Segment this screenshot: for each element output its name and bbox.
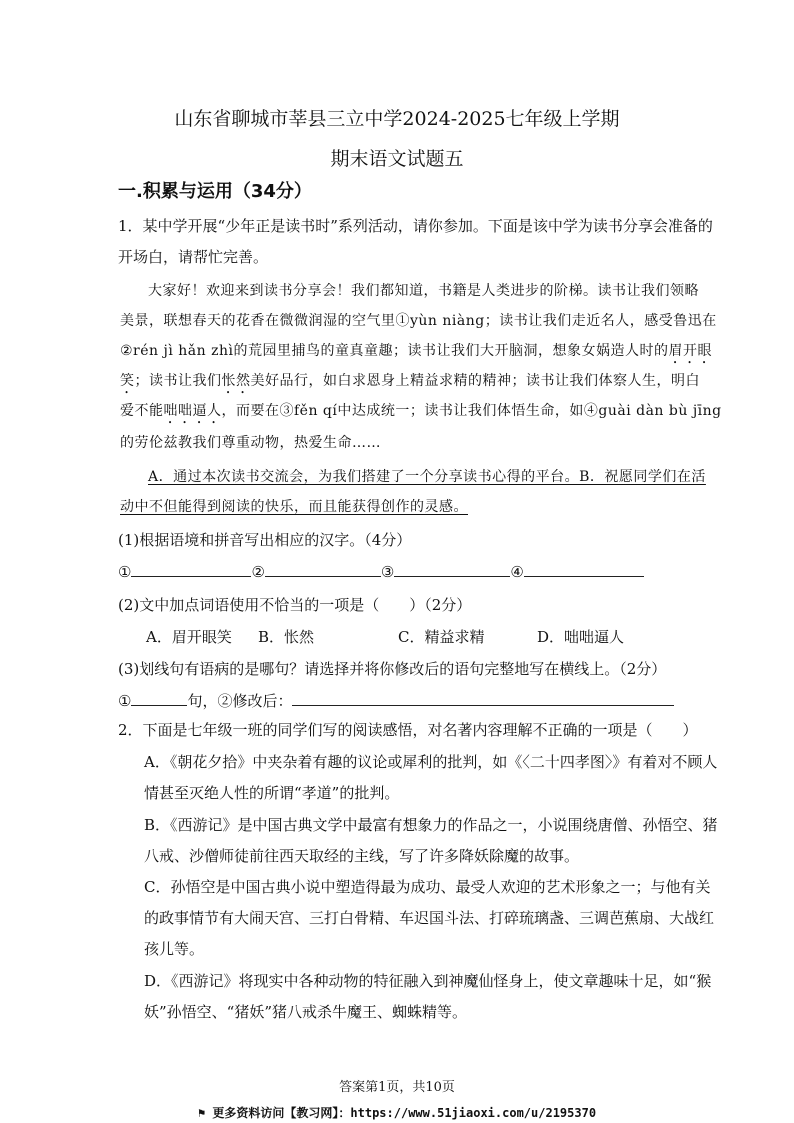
option-b[interactable]: B．怅然 bbox=[258, 628, 315, 646]
underlined-sentence-line2: 动中不但能得到阅读的快乐，而且能获得创作的灵感。 bbox=[120, 499, 468, 515]
sub3-marker: ① bbox=[118, 692, 132, 710]
answer-marker-1: ① bbox=[118, 563, 132, 581]
sub3-answer-row bbox=[118, 690, 674, 711]
q2-option-c-line2: 的政事情节有大闹天宫、三打白骨精、车迟国斗法、打碎琉璃盏、三调芭蕉扇、大战红 bbox=[144, 909, 715, 927]
sub3-text: 句，②修改后： bbox=[187, 692, 293, 710]
sub3-prompt: (3)划线句有语病的是哪句？请选择并将你修改后的语句完整地写在横线上。（2分） bbox=[118, 660, 667, 678]
q2-stem: 2．下面是七年级一班的同学们写的阅读感悟，对名著内容理解不正确的一项是（ ） bbox=[118, 721, 698, 739]
page-number: 答案第1页，共10页 bbox=[339, 1080, 455, 1095]
q2-option-a-line1: A．《朝花夕拾》中夹杂着有趣的议论或犀利的批判，如《〈二十四孝图〉》有着对不顾人 bbox=[144, 753, 718, 771]
dotted-word-xiao: 笑 bbox=[120, 373, 135, 389]
q1-stem-line1: 1．某中学开展“少年正是读书时”系列活动，请你参加。下面是该中学为读书分享会准备的 bbox=[118, 217, 713, 235]
q2-option-b-line1: B．《西游记》是中国古典文学中最富有想象力的作品之一，小说围绕唐僧、孙悟空、猪 bbox=[144, 816, 718, 834]
answer-blank-4[interactable] bbox=[524, 562, 644, 577]
dotted-word-duoduobiren: 咄咄逼人 bbox=[163, 403, 222, 419]
option-a[interactable]: A．眉开眼笑 bbox=[146, 628, 232, 646]
passage-text: 美好品行，如白求恩身上精益求精的精神；读书让我们体察人生，明白 bbox=[250, 373, 700, 389]
passage-text: 爱不能 bbox=[120, 403, 164, 419]
option-c[interactable]: C．精益求精 bbox=[398, 628, 485, 646]
sub1-prompt: (1)根据语境和拼音写出相应的汉字。（4分） bbox=[118, 531, 412, 549]
passage-line3 bbox=[120, 340, 712, 367]
exam-title-line1: 山东省聊城市莘县三立中学2024-2025七年级上学期 bbox=[174, 108, 620, 130]
answer-blank-3[interactable] bbox=[394, 562, 510, 577]
q2-option-a-line2: 情甚至灭绝人性的所谓“孝道”的批判。 bbox=[144, 784, 400, 802]
dotted-word-changran: 怅然 bbox=[221, 373, 251, 389]
passage-line5 bbox=[120, 400, 722, 427]
passage-text: ，而要在③fěn qí中达成统一；读书让我们体悟生命，如④guài dàn bù jīng bbox=[221, 403, 722, 419]
flag-icon: ⚑ bbox=[197, 1106, 213, 1120]
answer-marker-2: ② bbox=[251, 563, 265, 581]
q2-option-b-line2: 八戒、沙僧师徒前往西天取经的主线，写了许多降妖除魔的故事。 bbox=[144, 847, 580, 865]
answer-marker-3: ③ bbox=[380, 563, 395, 581]
q2-option-c-line3: 孩儿等。 bbox=[144, 940, 205, 958]
option-d[interactable]: D．咄咄逼人 bbox=[537, 628, 625, 646]
sub2-prompt: (2)文中加点词语使用不恰当的一项是（ ）（2分） bbox=[118, 596, 472, 614]
answer-blank-2[interactable] bbox=[265, 562, 381, 577]
q1-stem-line2: 开场白，请帮忙完善。 bbox=[118, 248, 269, 266]
answer-blank-1[interactable] bbox=[131, 562, 251, 577]
promo-text: 更多资料访问【教习网】：https://www.51jiaoxi.com/u/2195370 bbox=[212, 1106, 597, 1120]
dotted-word-meikaiyan: 眉开眼 bbox=[668, 343, 712, 359]
sub3-blank-revision[interactable] bbox=[292, 691, 674, 706]
q2-option-d-line2: 妖”孙悟空、“猪妖”猪八戒杀牛魔王、蜘蛛精等。 bbox=[144, 1003, 468, 1021]
sub1-answer-row bbox=[118, 562, 644, 581]
passage-line1: 大家好！欢迎来到读书分享会！我们都知道，书籍是人类进步的阶梯。读书让我们领略 bbox=[148, 283, 699, 299]
promo-link[interactable] bbox=[0, 1104, 794, 1121]
passage-line6: 的劳伦兹教我们尊重动物，热爱生命…… bbox=[120, 435, 381, 451]
passage-line2: 美景，联想春天的花香在微微润湿的空气里①yùn niàng；读书让我们走近名人，感受鲁迅在 bbox=[120, 313, 717, 329]
sub3-blank-choice[interactable] bbox=[131, 691, 187, 706]
passage-line4 bbox=[120, 370, 700, 397]
section-heading: 一.积累与运用（34分） bbox=[118, 181, 312, 202]
passage-text: ②rén jì hǎn zhì的荒园里捕鸟的童真童趣；读书让我们大开脑洞，想象女娲造人时的 bbox=[120, 343, 669, 359]
answer-marker-4: ④ bbox=[510, 563, 524, 581]
q2-option-c-line1: C．孙悟空是中国古典小说中塑造得最为成功、最受人欢迎的艺术形象之一；与他有关 bbox=[144, 878, 711, 896]
underlined-sentence-line1: A．通过本次读书交流会，为我们搭建了一个分享读书心得的平台。B．祝愿同学们在活 bbox=[148, 469, 706, 485]
exam-title-line2: 期末语文试题五 bbox=[330, 148, 464, 170]
passage-text: ；读书让我们 bbox=[134, 373, 222, 389]
q2-option-d-line1: D．《西游记》将现实中各种动物的特征融入到神魔仙怪身上，使文章趣味十足，如“猴 bbox=[144, 972, 712, 990]
